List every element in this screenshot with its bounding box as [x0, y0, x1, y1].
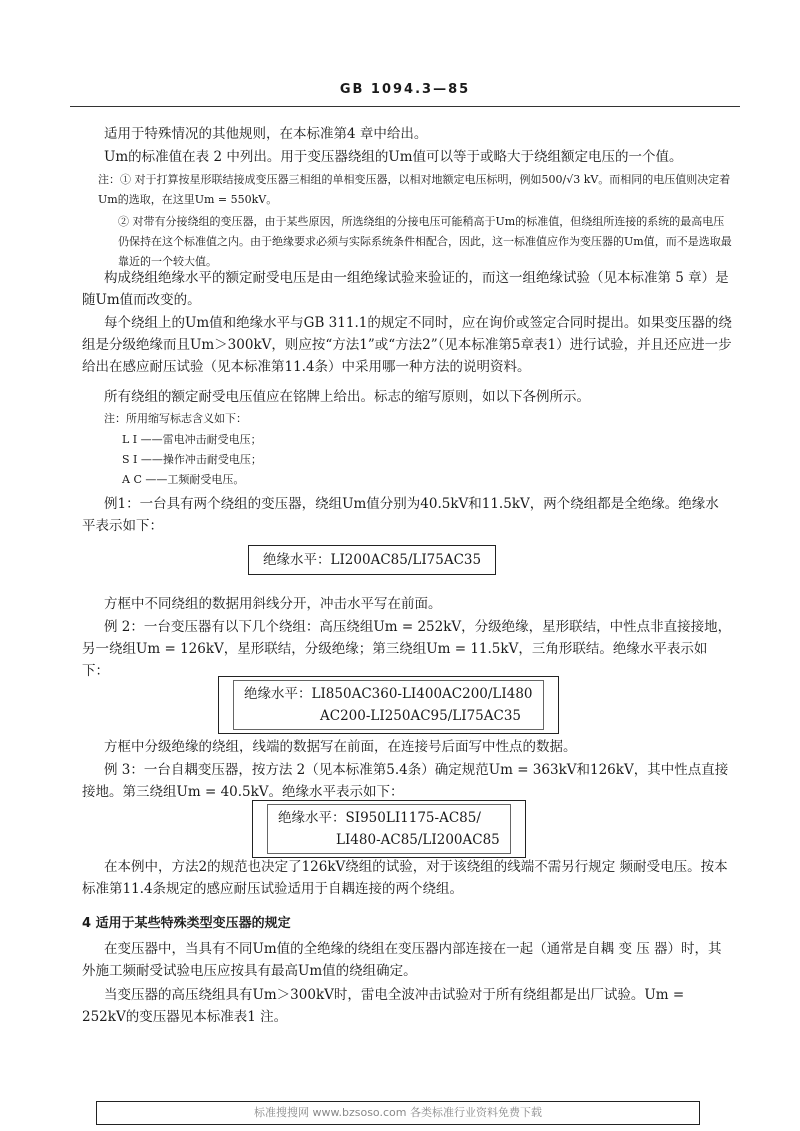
section-4-heading: 4 适用于某些特殊类型变压器的规定 [82, 916, 291, 931]
example-2: 例 2：一台变压器有以下几个绕组：高压绕组Um = 252kV，分级绝缘，星形联结，中性点非直接接地，另一绕组Um = 126kV，星形联结，分级绝缘；第三绕组Um = 11.5kV，三角形联结。绝缘水平表示如下： [82, 619, 732, 679]
header-divider [70, 106, 740, 107]
paragraph-um-standard: Um的标准值在表 2 中列出。用于变压器绕组的Um值可以等于或略大于绕组额定电压的一个值。 [104, 149, 683, 165]
paragraph-special-rules: 适用于特殊情况的其他规则，在本标准第4 章中给出。 [104, 126, 428, 142]
abbreviation-note-title: 注：所用缩写标志含义如下： [104, 412, 247, 425]
paragraph-lightning-test: 当变压器的高压绕组具有Um＞300kV时，雷电全波冲击试验对于所有绕组都是出厂试验。Um = 252kV的变压器见本标准表1 注。 [82, 987, 685, 1025]
example-1: 例1：一台具有两个绕组的变压器，绕组Um值分别为40.5kV和11.5kV，两个绕组都是全绝缘。绝缘水平表示如下： [82, 496, 719, 534]
note-1: 注：① 对于打算按星形联结接成变压器三相组的单相变压器，以相对地额定电压标明，例如500/√3 kV。而相同的电压值则决定着Um的选取，在这里Um = 550kV。 [98, 173, 731, 206]
paragraph-contract: 每个绕组上的Um值和绝缘水平与GB 311.1的规定不同时，应在询价或签定合同时提出。如果变压器的绕组是分级绝缘而且Um＞300kV，则应按“方法1”或“方法2”（见本标准第5章表1）进行试验，并且还应进一步给出在感应耐压试验（见本标准第11.4条）中采用哪一种方法的说明资料。 [82, 315, 732, 375]
insulation-level-box-3 [252, 800, 526, 858]
abbreviation-ac: A C ——工频耐受电压。 [122, 473, 245, 486]
watermark-footer: 标准搜搜网 www.bzsoso.com 各类标准行业资料免费下载 [96, 1101, 700, 1125]
example-3: 例 3：一台自耦变压器，按方法 2（见本标准第5.4条）确定规范Um = 363kV和126kV，其中性点直接接地。第三绕组Um = 40.5kV。绝缘水平表示如下： [82, 762, 729, 800]
insulation-level-box-2 [218, 676, 559, 734]
insulation-level-line: 绝缘水平：LI200AC85/LI75AC35 [263, 552, 482, 568]
abbreviation-li: L I ——雷电冲击耐受电压； [122, 433, 262, 446]
paragraph-insulation-tests: 构成绕组绝缘水平的额定耐受电压是由一组绝缘试验来验证的，而这一组绝缘试验（见本标准第 5 章）是随Um值而改变的。 [82, 270, 729, 308]
insulation-level-line: LI480-AC85/LI200AC85 [336, 832, 500, 848]
abbreviation-si: S I ——操作冲击耐受电压； [122, 453, 262, 466]
insulation-level-line: 绝缘水平：LI850AC360-LI400AC200/LI480 [244, 686, 533, 702]
insulation-level-inner-frame [233, 680, 544, 730]
insulation-level-inner-frame [267, 804, 511, 854]
standard-number-header: GB 1094.3—85 [339, 82, 471, 97]
note-2: ② 对带有分接绕组的变压器，由于某些原因，所选绕组的分接电压可能稍高于Um的标准值，但绕组所连接的系统的最高电压仍保持在这个标准值之内。由于绝缘要求必须与实际系统条件相配合，因此，这一标准值应作为变压器的Um值，而不是选取最靠近的一个较大值。 [118, 215, 732, 268]
paragraph-slash-separation: 方框中不同绕组的数据用斜线分开，冲击水平写在前面。 [104, 596, 442, 612]
insulation-level-box-1 [248, 545, 496, 575]
paragraph-autotransformer: 在变压器中，当具有不同Um值的全绝缘的绕组在变压器内部连接在一起（通常是自耦 变 压 器）时，其外施工频耐受试验电压应按具有最高Um值的绕组确定。 [82, 941, 722, 979]
paragraph-graded-insulation: 方框中分级绝缘的绕组，线端的数据写在前面，在连接号后面写中性点的数据。 [104, 739, 577, 755]
paragraph-method-2: 在本例中，方法2的规范也决定了126kV绕组的试验，对于该绕组的线端不需另行规定 频耐受电压。按本标准第11.4条规定的感应耐压试验适用于自耦连接的两个绕组。 [82, 859, 728, 897]
insulation-level-line: AC200-LI250AC95/LI75AC35 [320, 708, 522, 724]
insulation-level-line: 绝缘水平：SI950LI1175-AC85/ [278, 810, 481, 826]
paragraph-nameplate: 所有绕组的额定耐受电压值应在铭牌上给出。标志的缩写原则，如以下各例所示。 [104, 389, 590, 405]
